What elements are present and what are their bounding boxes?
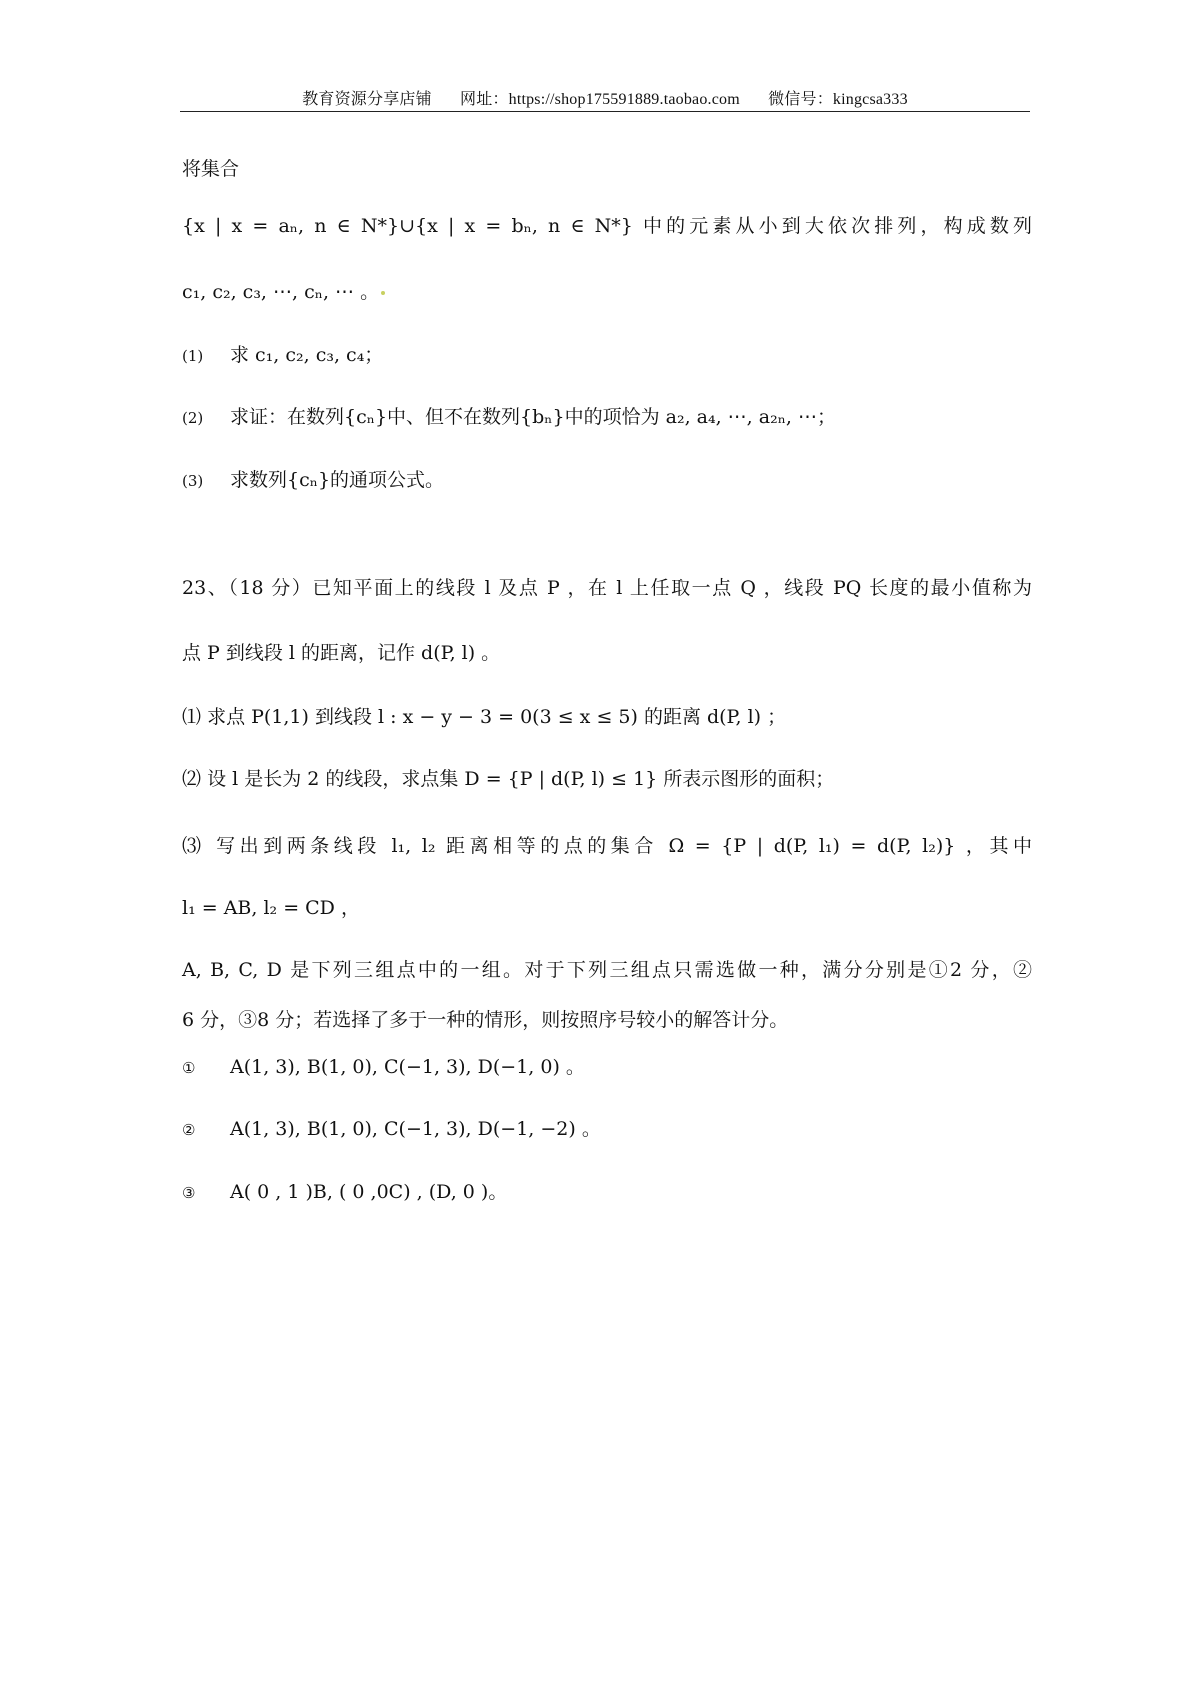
q22-intro: 将集合 xyxy=(182,158,240,180)
header-wechat: 微信号：kingcsa333 xyxy=(768,91,908,108)
q22-part2-number: (2) xyxy=(182,409,204,427)
q23-part1-number: ⑴ xyxy=(182,706,202,728)
q23-desc1: A, B, C, D 是下列三组点中的一组。对于下列三组点只需选做一种，满分分别是①2 分，② xyxy=(182,959,1032,981)
q23-option2 xyxy=(182,1116,1032,1143)
q23-part3 xyxy=(182,833,1032,859)
q23-part3-number: ⑶ xyxy=(182,835,206,857)
q23-option3-text: A( 0 , 1 )B, ( 0 ,0C) , (D, 0 )。 xyxy=(230,1181,508,1203)
q23-option3 xyxy=(182,1179,1032,1206)
q23-option1-text: A(1, 3), B(1, 0), C(−1, 3), D(−1, 0) 。 xyxy=(230,1056,585,1078)
q23-option2-text: A(1, 3), B(1, 0), C(−1, 3), D(−1, −2) 。 xyxy=(230,1118,601,1140)
q23-line2: 点 P 到线段 l 的距离，记作 d(P, l) 。 xyxy=(182,642,501,664)
q23-option1 xyxy=(182,1054,1032,1081)
q22-part1 xyxy=(182,342,1032,369)
q23-part2-number: ⑵ xyxy=(182,768,202,790)
page-header xyxy=(180,86,1030,109)
q22-part1-number: (1) xyxy=(182,347,204,365)
q23-part3-cont: l₁ = AB, l₂ = CD ， xyxy=(182,897,360,919)
header-url: 网址：https://shop175591889.taobao.com xyxy=(460,91,740,108)
q23-part1 xyxy=(182,704,1032,730)
header-divider xyxy=(180,111,1030,112)
q22-seq-text: c₁, c₂, c₃, ⋯, cₙ, ⋯ 。 xyxy=(182,281,380,303)
q22-part3 xyxy=(182,467,1032,494)
q23-part2 xyxy=(182,766,1032,792)
q22-part2-text: 求证：在数列{cₙ}中、但不在数列{bₙ}中的项恰为 a₂, a₄, ⋯, a₂ₙ, ⋯； xyxy=(230,406,837,428)
scan-speck xyxy=(381,291,385,295)
q22-part3-text: 求数列{cₙ}的通项公式。 xyxy=(230,469,445,491)
q23-option1-number: ① xyxy=(182,1059,196,1077)
q22-part1-text: 求 c₁, c₂, c₃, c₄； xyxy=(230,344,384,366)
q22-set-line: {x | x = aₙ, n ∈ N*}∪{x | x = bₙ, n ∈ N*} 中的元素从小到大依次排列，构成数列 xyxy=(182,215,1032,237)
q22-part3-number: (3) xyxy=(182,472,204,490)
q23-desc2: 6 分，③8 分；若选择了多于一种的情形，则按照序号较小的解答计分。 xyxy=(182,1009,789,1031)
q23-option2-number: ② xyxy=(182,1121,196,1139)
q23-line1: 23、（18 分）已知平面上的线段 l 及点 P ，在 l 上任取一点 Q ，线段 PQ 长度的最小值称为 xyxy=(182,577,1032,599)
q23-part2-text: 设 l 是长为 2 的线段，求点集 D = {P | d(P, l) ≤ 1} 所表示图形的面积； xyxy=(207,768,835,790)
q23-part1-text: 求点 P(1,1) 到线段 l : x − y − 3 = 0(3 ≤ x ≤ 5) 的距离 d(P, l) ； xyxy=(207,706,787,728)
q23-part3-text: 写出到两条线段 l₁, l₂ 距离相等的点的集合 Ω = {P | d(P, l₁) = d(P, l₂)} ，其中 xyxy=(216,835,1032,857)
q22-part2 xyxy=(182,404,1032,431)
q23-option3-number: ③ xyxy=(182,1184,196,1202)
q22-seq-line xyxy=(182,279,1032,305)
header-shop: 教育资源分享店铺 xyxy=(302,91,432,108)
